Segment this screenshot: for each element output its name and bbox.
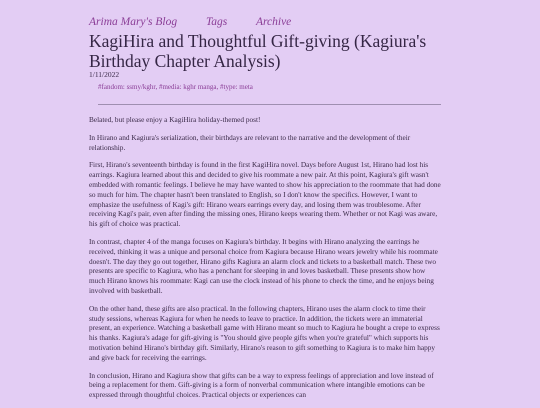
title-divider [98, 104, 441, 105]
post-paragraph: Belated, but please enjoy a KagiHira holiday-themed post! [89, 115, 261, 124]
nav-link-archive[interactable]: Archive [255, 16, 292, 28]
post-title: KagiHira and Thoughtful Gift-giving (Kagiura's Birthday Chapter Analysis) [89, 31, 427, 71]
tag-link-fandom[interactable]: #fandom: ssmy/kghr [98, 83, 156, 91]
post-paragraph: In contrast, chapter 4 of the manga focuses on Kagiura's birthday. It begins with Hirano analyzing the earrings he received, thinking it was a unique and personal choice from Kagiura because Hirano wears jewelry while his roommate doesn't. The day they go out together, Hirano gifts Kagiura an alarm clock and tickets to a basketball match. These two presents are specific to Kagiura, who has a penchant for sleeping in and loves basketball. These presents show how much Hirano knows his roommate: Kagi can use the clock instead of his phone to check the time, and he enjoys being involved with basketball. [89, 236, 438, 295]
post-date: 1/11/2022 [89, 70, 120, 79]
post-paragraph: On the other hand, these gifts are also practical. In the following chapters, Hirano uses the alarm clock to time their study sessions, whereas Kagiura for when he needs to leave to practice. In addition, the tickets were an immaterial present, an experience. Watching a basketball game with Hirano meant so much to Kagiura he bought a crepe to express his thanks. Kagiura's adage for gift-giving is "You should give people gifts when you're grateful" which supports his motivation behind Hirano's birthday gift. Similarly, Hirano's reason to gift something to Kagiura is to make him happy and give back for receiving the earrings. [89, 303, 440, 362]
tag-link-media[interactable]: #media: kghr manga [158, 83, 217, 91]
post-tags: #fandom: ssmy/kghr, #media: kghr manga, #type: meta [98, 83, 253, 91]
nav-link-tags[interactable]: Tags [205, 16, 228, 28]
post-paragraph: First, Hirano's seventeenth birthday is found in the first KagiHira novel. Days before August 1st, Hirano had lost his earrings. Kagiura learned about this and decided to give his roommate a new pair. At this point, Kagiura's gift wasn't embedded with romantic feelings. I believe he may have wanted to show his appreciation to the roommate that had done so much for him. The chapter hasn't been translated to English, so I don't know the specifics. However, I want to emphasize the usefulness of Kagi's gift: Hirano wears earrings every day, and losing them was troublesome. After receiving Kagi's pair, even after finding the missing ones, Hirano keeps wearing them. Whether or not Kagi was aware, his gift of choice was practical. [89, 160, 441, 229]
blog-nav [89, 16, 317, 28]
nav-link-blog-home[interactable]: Arima Mary's Blog [89, 16, 178, 28]
tag-link-type[interactable]: #type: meta [220, 83, 253, 91]
post-paragraph: In conclusion, Hirano and Kagiura show that gifts can be a way to express feelings of appreciation and love instead of being a replacement for them. Gift-giving is a form of nonverbal communication where intangible emotions can be expressed through thoughtful choices. Practical objects or experiences can [89, 370, 434, 400]
post-paragraph: In Hirano and Kagiura's serialization, their birthdays are relevant to the narrative and the development of their relationship. [89, 132, 411, 152]
post-body [89, 115, 441, 408]
